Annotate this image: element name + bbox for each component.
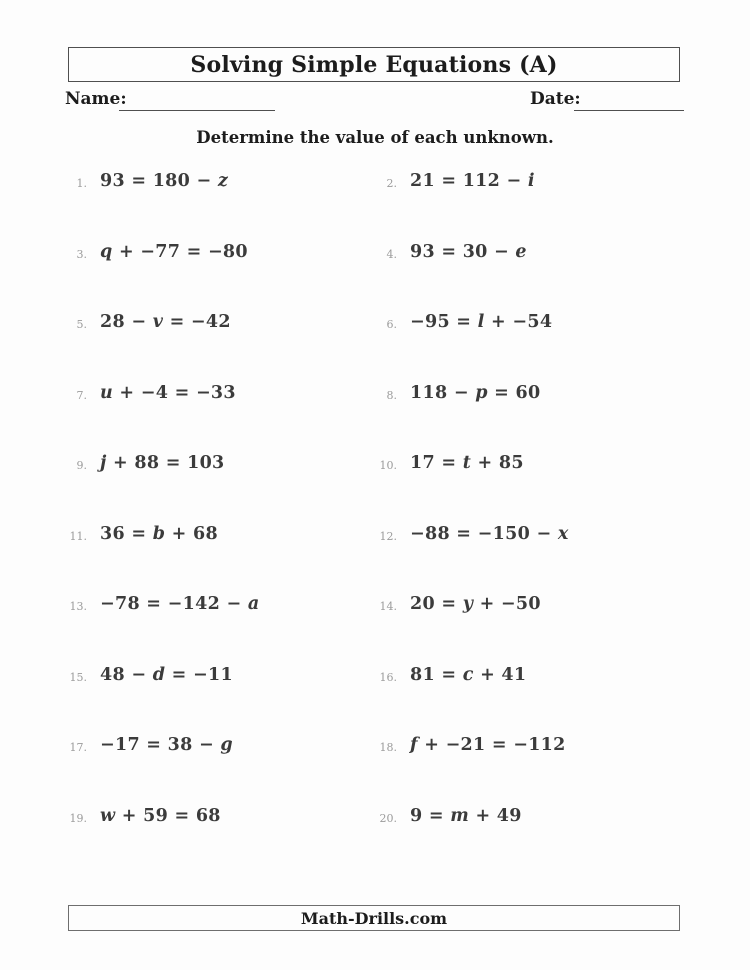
date-blank-line [574, 110, 684, 111]
problem-equation: −78 = −142 − a [100, 594, 260, 614]
problem-number: 12. [379, 529, 397, 543]
problem-equation: 20 = y + −50 [410, 594, 541, 614]
problem-equation: −17 = 38 − g [100, 735, 233, 755]
problem-item [65, 372, 375, 443]
problem-number: 13. [69, 600, 87, 613]
problem-number: 18. [379, 741, 397, 754]
problem-item [65, 795, 375, 866]
problem-number: 15. [69, 670, 87, 684]
problem-item [375, 301, 685, 372]
problem-number: 14. [379, 600, 397, 613]
problem-item [375, 583, 685, 654]
footer-box [68, 905, 680, 931]
problem-number: 4. [386, 247, 397, 261]
page-title: Solving Simple Equations (A) [190, 51, 558, 78]
problem-item [65, 654, 375, 725]
problem-item [65, 513, 375, 584]
problem-item [375, 513, 685, 584]
problems-grid [65, 160, 687, 865]
date-label: Date: [530, 89, 581, 109]
footer-text: Math-Drills.com [300, 908, 448, 928]
problem-number: 6. [386, 318, 397, 331]
problem-equation: 28 − v = −42 [100, 312, 231, 332]
problem-number: 11. [69, 529, 87, 543]
problem-number: 20. [379, 811, 397, 825]
problem-equation: −95 = l + −54 [410, 312, 553, 332]
problem-number: 9. [76, 459, 87, 472]
problem-equation: −88 = −150 − x [410, 523, 569, 544]
title-box [68, 47, 680, 82]
problem-item [65, 583, 375, 654]
problem-item [65, 160, 375, 231]
problem-equation: f + −21 = −112 [410, 735, 566, 755]
problem-item [375, 724, 685, 795]
problem-item [375, 654, 685, 725]
problem-equation: 93 = 180 − z [100, 171, 229, 191]
problem-equation: 48 − d = −11 [100, 664, 233, 685]
problem-item [65, 231, 375, 302]
problem-number: 3. [76, 247, 87, 261]
problem-number: 16. [379, 670, 397, 684]
problem-number: 1. [76, 177, 87, 190]
problem-item [375, 231, 685, 302]
problem-number: 7. [76, 388, 87, 402]
problem-number: 5. [76, 318, 87, 331]
problem-equation: q + −77 = −80 [100, 241, 248, 262]
problem-number: 19. [69, 811, 87, 825]
name-blank-line [119, 110, 275, 111]
problem-equation: 9 = m + 49 [410, 805, 522, 826]
problem-equation: 36 = b + 68 [100, 523, 218, 544]
problem-number: 17. [69, 741, 87, 754]
instruction-text: Determine the value of each unknown. [196, 128, 554, 147]
problem-equation: 81 = c + 41 [410, 664, 527, 685]
problem-equation: j + 88 = 103 [100, 453, 225, 473]
problem-item [375, 160, 685, 231]
problem-item [65, 724, 375, 795]
problem-equation: u + −4 = −33 [100, 382, 236, 403]
problem-equation: 118 − p = 60 [410, 382, 541, 403]
problem-item [375, 442, 685, 513]
problem-equation: 21 = 112 − i [410, 171, 535, 191]
problem-item [375, 372, 685, 443]
problem-equation: 93 = 30 − e [410, 241, 527, 262]
problem-item [375, 795, 685, 866]
problem-item [65, 301, 375, 372]
name-label: Name: [65, 89, 127, 109]
problem-number: 2. [386, 177, 397, 190]
problem-number: 10. [379, 459, 397, 472]
problem-item [65, 442, 375, 513]
problem-equation: 17 = t + 85 [410, 453, 524, 473]
problem-equation: w + 59 = 68 [100, 805, 221, 826]
problem-number: 8. [386, 388, 397, 402]
